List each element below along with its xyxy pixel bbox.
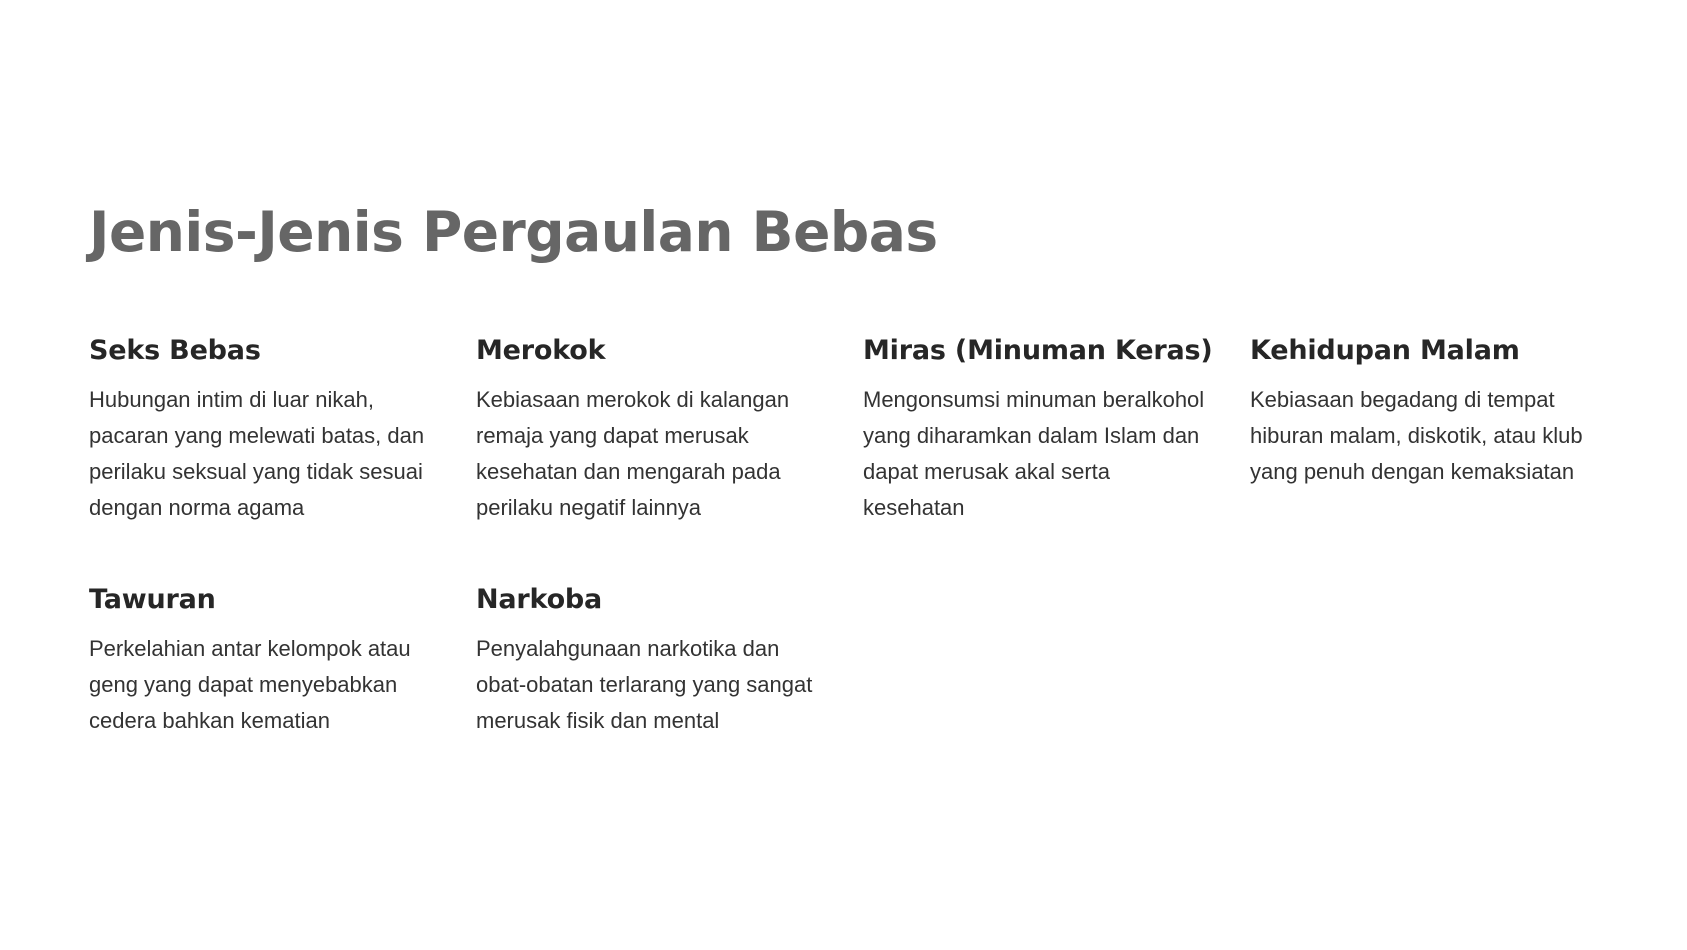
item-description: Perkelahian antar kelompok atau geng yang dapat menyebabkan cedera bahkan kematian <box>89 636 411 733</box>
item-heading: Tawuran <box>89 584 216 615</box>
item-description: Hubungan intim di luar nikah, pacaran yang melewati batas, dan perilaku seksual yang tidak sesuai dengan norma agama <box>89 387 425 520</box>
item-card-miras <box>863 332 1211 526</box>
items-grid <box>89 332 1629 739</box>
item-description: Penyalahgunaan narkotika dan obat-obatan terlarang yang sangat merusak fisik dan mental <box>476 636 813 733</box>
item-card-tawuran <box>89 581 437 739</box>
item-card-seks-bebas <box>89 332 437 526</box>
item-card-merokok <box>476 332 824 526</box>
slide-title: Jenis-Jenis Pergaulan Bebas <box>89 200 938 264</box>
slide <box>89 196 1629 739</box>
item-heading: Merokok <box>476 335 606 366</box>
item-card-kehidupan-malam <box>1250 332 1598 526</box>
item-description: Mengonsumsi minuman beralkohol yang diharamkan dalam Islam dan dapat merusak akal serta kesehatan <box>863 387 1205 520</box>
item-card-narkoba <box>476 581 824 739</box>
item-heading: Narkoba <box>476 584 603 615</box>
item-heading: Miras (Minuman Keras) <box>863 335 1213 366</box>
item-description: Kebiasaan begadang di tempat hiburan malam, diskotik, atau klub yang penuh dengan kemaksiatan <box>1250 387 1583 484</box>
item-heading: Seks Bebas <box>89 335 261 366</box>
item-description: Kebiasaan merokok di kalangan remaja yang dapat merusak kesehatan dan mengarah pada perilaku negatif lainnya <box>476 387 790 520</box>
item-heading: Kehidupan Malam <box>1250 335 1520 366</box>
